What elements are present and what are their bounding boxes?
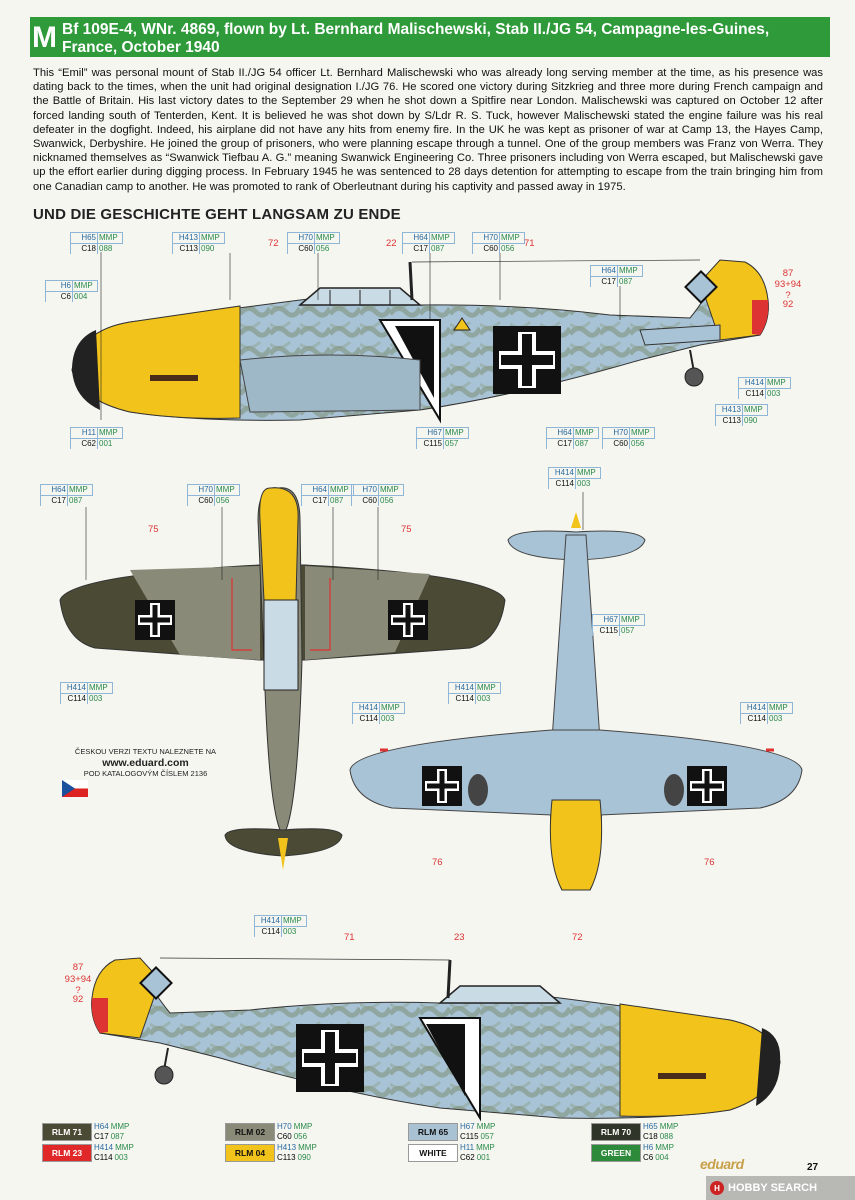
decal-number: 72: [268, 238, 279, 249]
hobby-search-logo-icon: H: [710, 1181, 724, 1195]
eduard-url-link[interactable]: www.eduard.com: [102, 757, 189, 769]
paint-code-h64: H64 MMP C17 087: [546, 427, 599, 449]
legend-swatch: GREEN: [591, 1144, 641, 1162]
paint-code-h70: H70 MMP C60 056: [187, 484, 240, 506]
profile-title: Bf 109E-4, WNr. 4869, flown by Lt. Bernhard Malischewski, Stab II./JG 54, Campagne-les-Guines, France, October 1940: [62, 21, 770, 56]
paint-code-h413: H413 MMP C113 090: [172, 232, 225, 254]
decal-number: 93+94: [64, 974, 92, 985]
legend-swatch: RLM 71: [42, 1123, 92, 1141]
decal-number: 71: [344, 932, 355, 943]
legend-paint-code: H6 MMP C6 004: [643, 1143, 674, 1162]
paint-code-h64: H64 MMP C17 087: [301, 484, 354, 506]
czech-flag-icon: [62, 780, 88, 797]
paint-code-h414: H414 MMP C114 003: [254, 915, 307, 937]
paint-code-h64: H64 MMP C17 087: [40, 484, 93, 506]
czech-version-note: ČESKOU VERZI TEXTU NALEZNETE NA www.eduard.com POD KATALOGOVÝM ČÍSLEM 2136: [58, 747, 233, 779]
decal-number: 87: [782, 268, 794, 279]
hobby-search-watermark: H HOBBY SEARCH: [706, 1176, 855, 1200]
paint-code-h70: H70 MMP C60 056: [287, 232, 340, 254]
paint-code-h414: H414 MMP C114 003: [352, 702, 405, 724]
paint-code-h70: H70 MMP C60 056: [472, 232, 525, 254]
decal-number: 71: [524, 238, 535, 249]
bottom-view: [350, 512, 802, 890]
paint-code-h64: H64 MMP C17 087: [590, 265, 643, 287]
legend-paint-code: H64 MMP C17 087: [94, 1122, 130, 1141]
paint-code-h414: H414 MMP C114 003: [60, 682, 113, 704]
legend-swatch: RLM 70: [591, 1123, 641, 1141]
history-text: This “Emil” was personal mount of Stab II./JG 54 officer Lt. Bernhard Malischewski who was already long serving member at the time, as his presence was dating back to the times, when the unit had original designation I./JG 76. He scored one victory during Sitzkrieg and three more during French campaign and the Battle of Britain. His last victory dates to the September 29 when he shot down a Spitfire near London. Malischewski was captured on October 12 after forced landing south of Tenterden, Kent. It is believed he was shot down by S/Ldr R. S. Tuck, however Malischewski stated the engine failure was his real defeater in the dogfight. Indeed, his airplane did not have any hits from enemy fire. In the UK he was kept as prisoner of war at Camp 13, the Hayes Camp, Swanwick, Derbyshire. He joined the group of prisoners, who were planning escape through a tunnel. One of the group members was Franz von Werra. They nicknamed themselves as “Swanwick Tiefbau A. G.” meaning Swanwick Engineering Co. Three prisoners including von Werra escaped, but Malischewski gave up the effort earlier during digging process. In February 1945 he was sentenced to 28 days detention for attempting to escape from the train bringing him from one Canadian camp to another. He was promoted to rank of Oberleutnant during his captivity and passed away in 1975.: [33, 67, 823, 193]
legend-swatch: RLM 02: [225, 1123, 275, 1141]
decal-number: ?: [785, 290, 791, 301]
legend-paint-code: H413 MMP C113 090: [277, 1143, 317, 1162]
legend-swatch: RLM 65: [408, 1123, 458, 1141]
legend-swatch: RLM 04: [225, 1144, 275, 1162]
paint-code-h65: H65 MMP C18 088: [70, 232, 123, 254]
decal-number: 75: [148, 524, 159, 535]
decal-number: 23: [454, 932, 465, 943]
left-side-profile: [72, 260, 768, 420]
decal-number: 92: [72, 994, 84, 1005]
legend-paint-code: H67 MMP C115 057: [460, 1122, 496, 1141]
legend-paint-code: H414 MMP C114 003: [94, 1143, 134, 1162]
profile-letter: M: [32, 21, 57, 54]
right-side-profile: [92, 958, 781, 1118]
paint-code-h414: H414 MMP C114 003: [740, 702, 793, 724]
decal-number: 75: [401, 524, 412, 535]
paint-code-h70: H70 MMP C60 056: [351, 484, 404, 506]
decal-number: 72: [572, 932, 583, 943]
paint-code-h414: H414 MMP C114 003: [548, 467, 601, 489]
paint-code-h64: H64 MMP C17 087: [402, 232, 455, 254]
legend-swatch: WHITE: [408, 1144, 458, 1162]
page-number: 27: [807, 1162, 819, 1173]
legend-paint-code: H65 MMP C18 088: [643, 1122, 679, 1141]
eduard-logo: eduard: [700, 1156, 744, 1172]
paint-code-h414: H414 MMP C114 003: [738, 377, 791, 399]
decal-number: 76: [432, 857, 443, 868]
decal-number: 22: [386, 238, 397, 249]
paint-code-h414: H414 MMP C114 003: [448, 682, 501, 704]
paint-code-h11: H11 MMP C62 001: [70, 427, 123, 449]
decal-number: 76: [704, 857, 715, 868]
legend-paint-code: H11 MMP C62 001: [460, 1143, 495, 1162]
paint-code-h67: H67 MMP C115 057: [416, 427, 469, 449]
paint-code-h70: H70 MMP C60 056: [602, 427, 655, 449]
top-view: [60, 488, 505, 870]
decal-number: 93+94: [774, 279, 802, 290]
decal-number: 92: [782, 299, 794, 310]
decal-number: ?: [75, 985, 81, 996]
paint-code-h413: H413 MMP C113 090: [715, 404, 768, 426]
legend-swatch: RLM 23: [42, 1144, 92, 1162]
section-subheading: UND DIE GESCHICHTE GEHT LANGSAM ZU ENDE: [33, 206, 401, 223]
legend-paint-code: H70 MMP C60 056: [277, 1122, 313, 1141]
paint-code-h6: H6 MMP C6 004: [45, 280, 98, 302]
paint-code-h67: H67 MMP C115 057: [592, 614, 645, 636]
decal-number: 87: [72, 962, 84, 973]
